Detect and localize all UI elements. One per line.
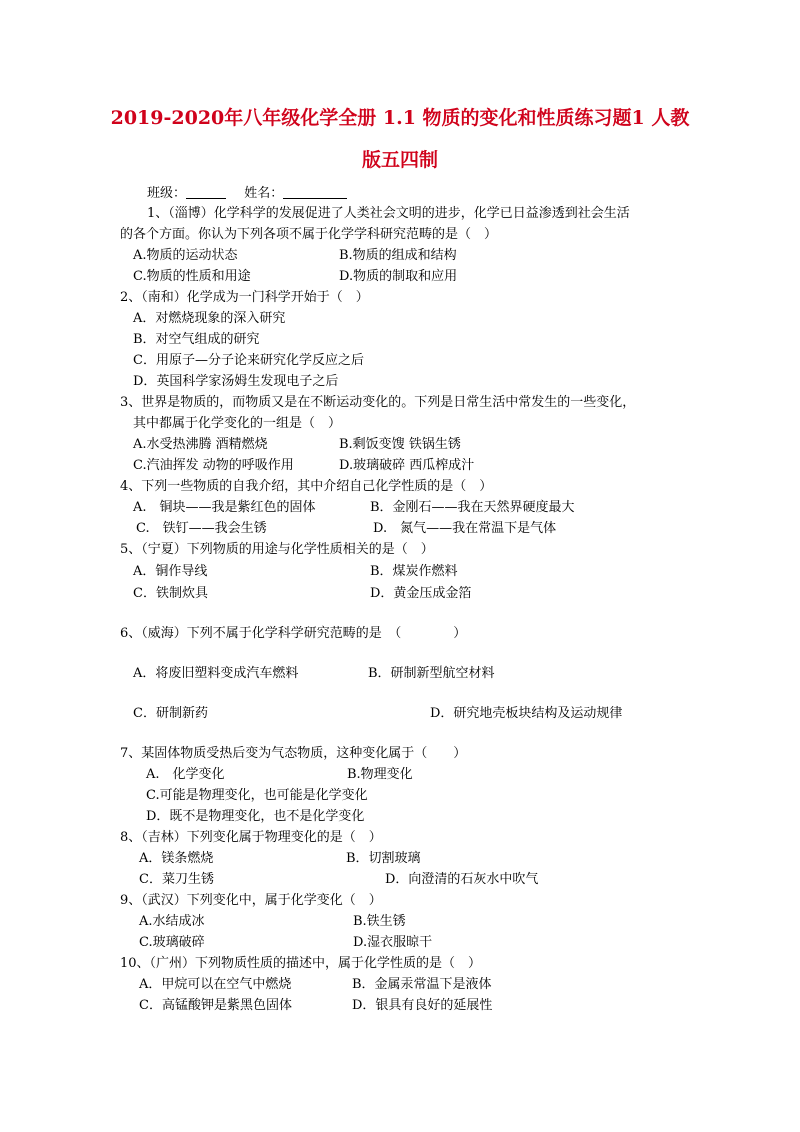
q1-stem-line2: 的各个方面。你认为下列各项不属于化学学科研究范畴的是（ ） <box>120 227 498 242</box>
q8-stem: 8、（吉林）下列变化属于物理变化的是（ ） <box>120 830 382 845</box>
q3-option-a: A.水受热沸腾 酒精燃烧 <box>133 437 268 452</box>
q7-option-c: C.可能是物理变化，也可能是化学变化 <box>146 788 368 803</box>
q6-stem: 6、（威海）下列不属于化学科学研究范畴的是 （ ） <box>120 626 467 641</box>
q5-option-a: A．铜作导线 <box>133 564 208 579</box>
q7-option-b: B.物理变化 <box>347 767 413 782</box>
q3-stem-line1: 3、世界是物质的，而物质又是在不断运动变化的。下列是日常生活中常发生的一些变化， <box>120 395 636 410</box>
q2-stem: 2、（南和）化学成为一门科学开始于（ ） <box>120 290 369 305</box>
q10-option-d: D．银具有良好的延展性 <box>352 998 493 1013</box>
q6-option-c: C．研制新药 <box>133 706 208 721</box>
q7-stem: 7、某固体物质受热后变为气态物质，这种变化属于（ ） <box>120 746 467 761</box>
q2-option-b: B．对空气组成的研究 <box>133 332 260 347</box>
q2-option-d: D．英国科学家汤姆生发现电子之后 <box>133 374 339 389</box>
q5-option-b: B．煤炭作燃料 <box>370 564 458 579</box>
q1-option-c: C.物质的性质和用途 <box>133 269 251 284</box>
q3-option-c: C.汽油挥发 动物的呼吸作用 <box>133 458 294 473</box>
q2-option-a: A．对燃烧现象的深入研究 <box>133 311 286 326</box>
document-title-line1: 2019-2020年八年级化学全册 1.1 物质的变化和性质练习题1 人教 <box>110 107 690 129</box>
q10-stem: 10、（广州）下列物质性质的描述中，属于化学性质的是（ ） <box>120 956 482 971</box>
q9-option-c: C.玻璃破碎 <box>139 935 205 950</box>
q1-option-a: A.物质的运动状态 <box>133 248 238 263</box>
q6-option-b: B．研制新型航空材料 <box>368 666 495 681</box>
q9-stem: 9、（武汉）下列变化中，属于化学变化（ ） <box>120 893 382 908</box>
q6-option-a: A．将废旧塑料变成汽车燃料 <box>133 666 299 681</box>
q4-option-d: D. 氮气——我在常温下是气体 <box>373 521 557 536</box>
q4-stem: 4、下列一些物质的自我介绍，其中介绍自己化学性质的是（ ） <box>120 479 493 494</box>
class-blank <box>186 184 226 199</box>
q9-option-b: B.铁生锈 <box>353 914 406 929</box>
q8-option-b: B．切割玻璃 <box>346 851 421 866</box>
q8-option-a: A．镁条燃烧 <box>139 851 214 866</box>
q9-option-d: D.湿衣服晾干 <box>353 935 433 950</box>
q1-stem-line1: 1、（淄博）化学科学的发展促进了人类社会文明的进步，化学已日益渗透到社会生活 <box>147 206 630 221</box>
q6-option-d: D．研究地壳板块结构及运动规律 <box>430 706 623 721</box>
q5-stem: 5、（宁夏）下列物质的用途与化学性质相关的是（ ） <box>120 542 434 557</box>
q4-option-b: B．金刚石——我在天然界硬度最大 <box>370 500 575 515</box>
q1-option-d: D.物质的制取和应用 <box>339 269 458 284</box>
q7-option-d: D．既不是物理变化，也不是化学变化 <box>146 809 365 824</box>
q10-option-b: B．金属汞常温下是液体 <box>352 977 492 992</box>
class-name-row <box>147 184 347 203</box>
q3-stem-line2: 其中都属于化学变化的一组是（ ） <box>133 416 342 431</box>
q5-option-c: C．铁制炊具 <box>133 586 208 601</box>
q3-option-b: B.剩饭变馊 铁锅生锈 <box>339 437 461 452</box>
q10-option-a: A．甲烷可以在空气中燃烧 <box>139 977 292 992</box>
q4-option-a: A. 铜块——我是紫红色的固体 <box>133 500 316 515</box>
q5-option-d: D．黄金压成金箔 <box>370 586 472 601</box>
q3-option-d: D.玻璃破碎 西瓜榨成汁 <box>339 458 475 473</box>
q9-option-a: A.水结成冰 <box>139 914 205 929</box>
name-blank <box>283 184 347 199</box>
q4-option-c: C. 铁钉——我会生锈 <box>136 521 267 536</box>
q8-option-c: C．菜刀生锈 <box>139 872 214 887</box>
q10-option-c: C．高锰酸钾是紫黑色固体 <box>139 998 292 1013</box>
name-label: 姓名： <box>244 186 284 201</box>
document-title-line2: 版五四制 <box>361 149 438 171</box>
q8-option-d: D．向澄清的石灰水中吹气 <box>385 872 539 887</box>
class-label: 班级： <box>147 186 187 201</box>
q7-option-a: A. 化学变化 <box>146 767 225 782</box>
q2-option-c: C．用原子—分子论来研究化学反应之后 <box>133 353 364 368</box>
q1-option-b: B.物质的组成和结构 <box>339 248 457 263</box>
